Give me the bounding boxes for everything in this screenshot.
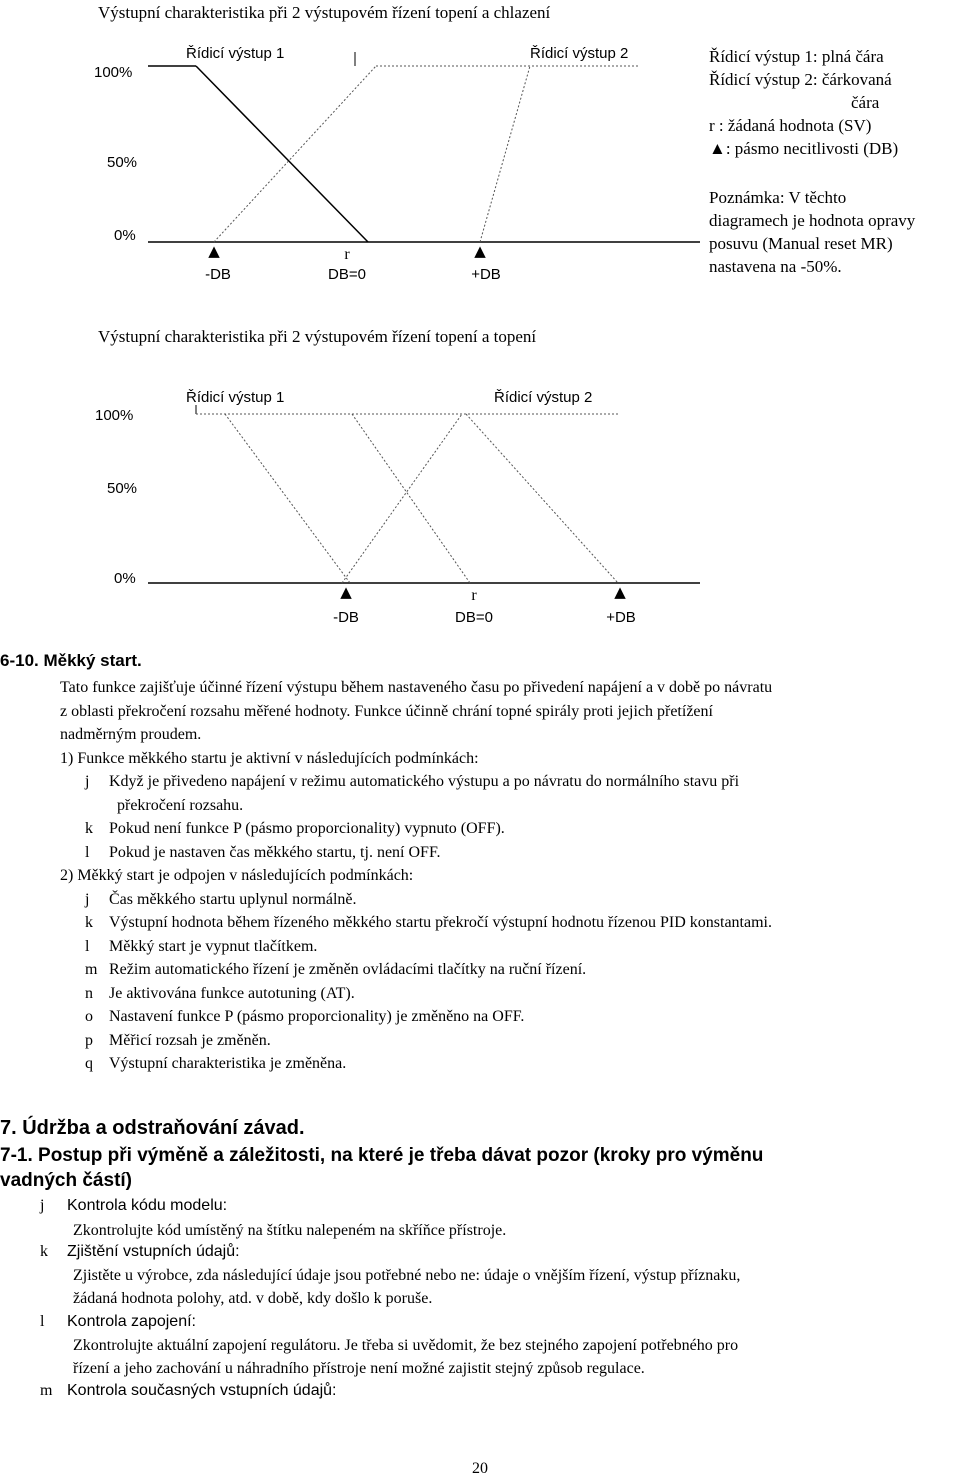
diagram2-db0-label: DB=0 [455,609,493,626]
diagram1-r-label: r [344,246,350,263]
list-marker: j [85,890,90,908]
list2-item [60,982,772,1006]
list2-title: 2) Měkký start je odpojen v následujících podmínkách: [60,867,414,884]
list1-item [60,770,772,794]
list-marker: j [40,1197,45,1214]
maint-item-desc: Zjistěte u výrobce, zda následující údaje jsou potřebné nebo ne: údaje o vnějším řízení, výstup příznaku, [73,1267,741,1284]
list-marker: l [85,843,90,861]
diagram2-ylabel-50: 50% [107,480,138,497]
list-marker: l [40,1313,45,1330]
diagram1-ylabel-50: 50% [107,154,138,171]
legend-line-1: Řídicí výstup 1: plná čára [709,47,884,66]
section-7-1-line-2: vadných částí) [0,1170,132,1191]
list2-item [60,935,772,959]
list-marker: q [85,1055,93,1072]
list-item-text: Měřicí rozsah je změněn. [109,1031,271,1049]
list-marker: p [85,1031,93,1049]
note-line-1: Poznámka: V těchto [709,188,847,207]
section-6-10-body [60,676,772,1076]
diagram2-r-label: r [471,587,477,604]
para1-line-3: nadměrným proudem. [60,726,202,743]
diagram2-output2-label: Řídicí výstup 2 [494,389,593,406]
diagram1-ylabel-100: 100% [94,64,133,81]
list-item-text: Nastavení funkce P (pásmo proporcionality) je změněno na OFF. [109,1008,525,1025]
legend-line-4: r : žádaná hodnota (SV) [709,116,872,135]
maint-item-desc-continuation: žádaná hodnota polohy, atd. v době, kdy došlo k poruše. [73,1290,433,1307]
maint-item-heading: Kontrola zapojení: [67,1313,196,1330]
diagram2-dotted-1 [225,414,350,583]
list1-title: 1) Funkce měkkého startu je aktivní v následujících podmínkách: [60,749,479,767]
note-line-2: diagramech je hodnota opravy [709,211,916,230]
para1-line-1: Tato funkce zajišťuje účinné řízení výstupu během nastaveného času po přivedení napájení a v době po návratu [60,679,773,696]
list2-item [60,1052,772,1076]
list-item-text: Režim automatického řízení je změněn ovládacími tlačítky na ruční řízení. [109,961,587,978]
list-item-text: Pokud není funkce P (pásmo proporcionality) vypnuto (OFF). [109,820,505,837]
list-item-text: Měkký start je vypnut tlačítkem. [109,937,318,955]
diagram1-db0-label: DB=0 [328,266,366,283]
list-marker: m [85,961,98,978]
list-marker: n [85,984,93,1002]
legend-line-2: Řídicí výstup 2: čárkovaná [709,70,892,89]
list2-item [60,958,772,982]
diagram2-minus-db-marker: ▲ [340,583,352,601]
list1-item-continuation: překročení rozsahu. [117,796,244,814]
diagram2-ylabel-100: 100% [95,407,134,424]
list2-item [60,911,772,935]
list1-item [60,817,772,841]
para1-line-2: z oblasti překročení rozsahu měřené hodnoty. Funkce účinně chrání topné spirály proti jejich přetížení [60,702,713,720]
list2-item [60,1005,772,1029]
list-item-text: Když je přivedeno napájení v režimu automatického výstupu a po návratu do normálního stavu při [109,773,740,790]
list-marker: j [85,773,90,790]
list-item-text: Je aktivována funkce autotuning (AT). [109,984,355,1002]
diagram2-dotted-3 [352,414,470,583]
diagram2-title: Výstupní charakteristika při 2 výstupovém řízení topení a topení [98,327,537,346]
diagram1-plus-db-marker: ▲ [474,242,486,260]
list1-item [60,841,772,865]
maint-item-heading: Kontrola kódu modelu: [67,1197,228,1214]
list-item-text: Výstupní charakteristika je změněna. [109,1055,347,1072]
section-6-10-heading: 6-10. Měkký start. [0,651,142,670]
maint-item-desc: Zkontrolujte kód umístěný na štítku nalepeném na skříňce přístroje. [73,1222,507,1239]
diagram2-dotted-2 [342,414,462,583]
maint-item-desc: Zkontrolujte aktuální zapojení regulátoru. Je třeba si uvědomit, že bez stejného zapojení potřebného pro [73,1337,739,1354]
diagram2-ylabel-0: 0% [114,570,136,587]
list-marker: l [85,937,90,955]
maint-item-heading: Zjištění vstupních údajů: [67,1243,240,1260]
list-item-text: Čas měkkého startu uplynul normálně. [109,890,357,908]
diagram2-plus-db-label: +DB [606,609,636,626]
page-number: 20 [472,1460,488,1477]
diagram2-output1-label: Řídicí výstup 1 [186,389,285,406]
list-marker: o [85,1008,93,1025]
diagram1-minus-db-marker: ▲ [208,242,220,260]
note-line-4: nastavena na -50%. [709,257,842,276]
list-marker: k [40,1243,48,1260]
diagram1-output2-label: Řídicí výstup 2 [530,45,629,62]
diagram2-dotted-4 [466,414,618,583]
legend-line-3: čára [851,93,880,112]
list-marker: m [40,1382,53,1399]
list2-item [60,1029,772,1053]
legend-line-5: ▲: pásmo necitlivosti (DB) [709,139,899,158]
list-item-text: Výstupní hodnota během řízeného měkkého startu překročí výstupní hodnotu řízenou PID konstantami. [109,914,772,931]
list-marker: k [85,820,93,837]
section-7-heading: 7. Údržba a odstraňování závad. [0,1117,305,1139]
diagram1-output1-label: Řídicí výstup 1 [186,45,285,62]
maint-item-desc-continuation: řízení a jeho zachování u náhradního přístroje není možné zajistit stejný způsob regulace. [73,1360,645,1377]
diagram1-ylabel-0: 0% [114,227,136,244]
section-7-1-line-1: 7-1. Postup při výměně a záležitosti, na které je třeba dávat pozor (kroky pro výměnu [0,1145,764,1166]
diagram1-title: Výstupní charakteristika při 2 výstupovém řízení topení a chlazení [98,3,551,22]
list-item-text: Pokud je nastaven čas měkkého startu, tj. není OFF. [109,843,441,861]
maint-item-heading: Kontrola současných vstupních údajů: [67,1382,337,1399]
section-7-1-heading [0,1143,763,1193]
diagram1-minus-db-label: -DB [205,266,231,283]
note-line-3: posuvu (Manual reset MR) [709,234,893,253]
diagram2-minus-db-label: -DB [333,609,359,626]
diagram1-plus-db-label: +DB [471,266,501,283]
list2-item [60,888,772,912]
diagram2-plus-db-marker: ▲ [614,583,626,601]
list-marker: k [85,914,93,931]
